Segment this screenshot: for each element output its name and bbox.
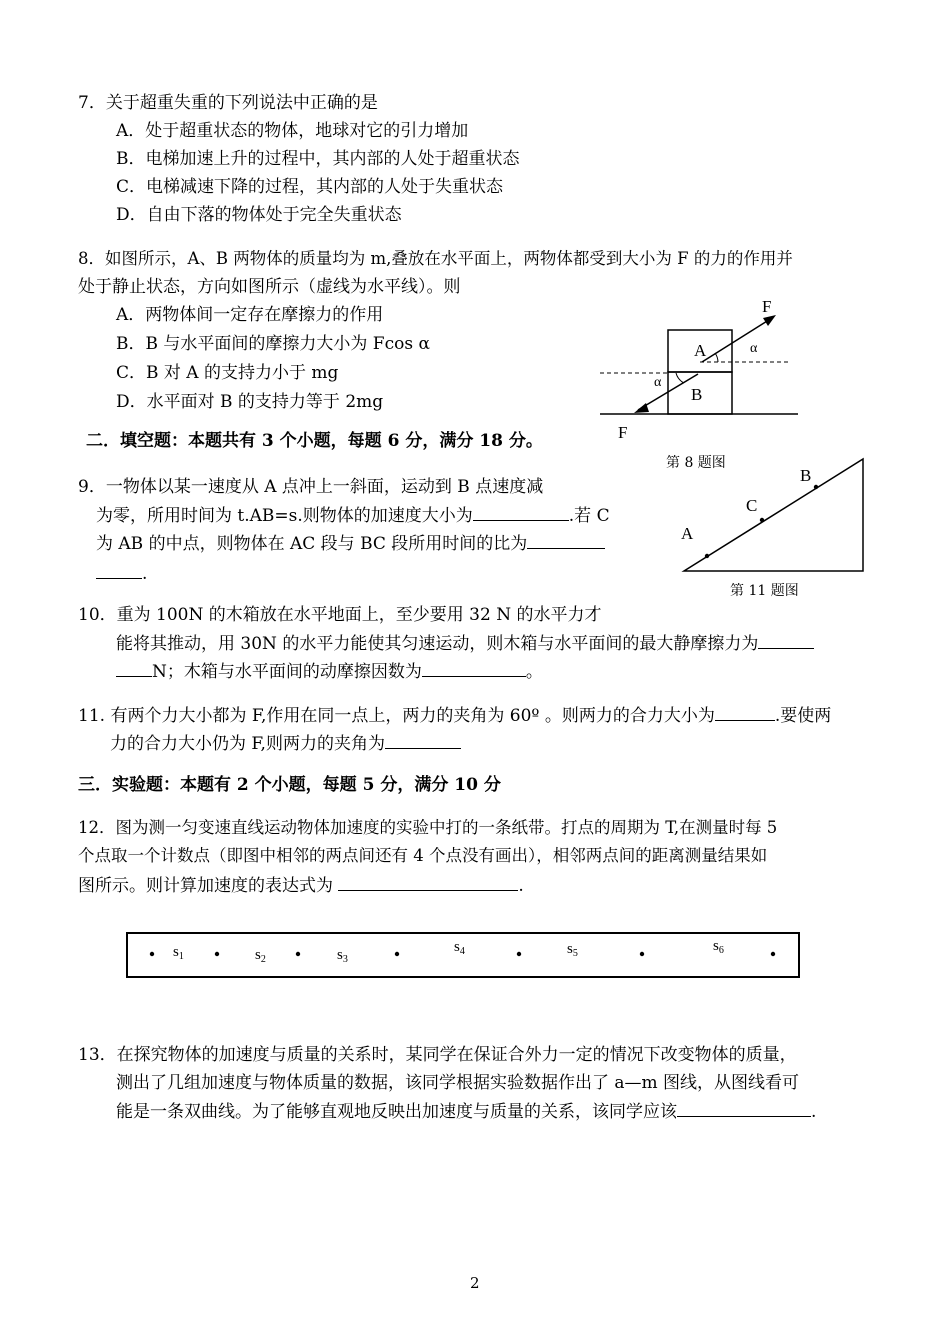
paper-tape [126,932,800,978]
q12-line3-text: 图所示。则计算加速度的表达式为 [78,876,333,896]
section-2-title: 二．填空题：本题共有 3 个小题，每题 6 分，满分 18 分。 [86,431,543,451]
q9-line2 [96,504,610,527]
q8-line1: 8．如图所示，A、B 两物体的质量均为 m,叠放在水平面上，两物体都受到大小为 F 的力的作用并 [78,249,793,268]
tape-dot-1 [150,952,154,956]
q8-option-d: D．水平面对 B 的支持力等于 2mg [116,392,384,412]
label-a: A [681,524,694,543]
q13-line3 [116,1100,816,1123]
q10-line2 [116,632,814,655]
angle-arc-bottom [676,373,684,383]
q9-line4-end: . [142,564,148,584]
q11-line2-text: 力的合力大小仍为 F,则两力的夹角为 [110,734,385,754]
q8-option-b: B．B 与水平面间的摩擦力大小为 Fcos α [116,334,430,354]
tape-dot-5 [517,952,521,956]
tape-dot-3 [296,952,300,956]
q9-line3-text: 为 AB 的中点，则物体在 AC 段与 BC 段所用时间的比为 [96,534,528,554]
q11-blank-2[interactable] [385,732,461,749]
q8-option-a: A．两物体间一定存在摩擦力的作用 [116,305,384,325]
figure-11-caption: 第 11 题图 [730,583,799,599]
tape-dot-4 [395,952,399,956]
label-b: B [691,385,703,404]
tape-label-s4: $s_4$ [454,939,465,957]
q9-line2-tail: .若 C [568,506,610,526]
tape-dot-7 [771,952,775,956]
q12-line1: 12．图为测一匀变速直线运动物体加速度的实验中打的一条纸带。打点的周期为 T,在测量时每 5 [78,818,778,837]
tape-label-s6: $s_6$ [713,938,724,956]
angle-arc-top [715,353,718,362]
q11-line1-text: 11. 有两个力大小都为 F,作用在同一点上，两力的夹角为 60º 。则两力的合力大小为 [78,706,715,726]
tape-label-s2: $s_2$ [255,947,266,965]
q10-blank-1b[interactable] [116,660,152,677]
q10-line1: 10．重为 100N 的木箱放在水平地面上，至少要用 32 N 的水平力才 [78,605,602,625]
page-number: 2 [470,1274,480,1292]
point-b [814,485,818,489]
q11-line1-tail: .要使两 [774,706,832,726]
q7-stem: 7．关于超重失重的下列说法中正确的是 [78,93,378,113]
tape-label-s3: $s_3$ [337,947,348,965]
q13-line2: 测出了几组加速度与物体质量的数据，该同学根据实验数据作出了 a—m 图线，从图线看可 [116,1073,800,1093]
force-arrow-top [702,318,772,362]
q10-blank-2[interactable] [422,660,526,677]
label-f-top: F [762,297,772,316]
q13-blank[interactable] [677,1100,811,1117]
q7-option-c: C．电梯减速下降的过程，其内部的人处于失重状态 [116,177,504,197]
q13-line3-text: 能是一条双曲线。为了能够直观地反映出加速度与质量的关系，该同学应该 [116,1102,677,1122]
q13-line3-end: . [811,1102,817,1122]
figure-8 [590,290,810,450]
label-a: A [694,341,707,360]
label-alpha-top: α [750,341,758,356]
q12-line3 [78,874,524,897]
q10-line3 [116,660,543,683]
q8-line2: 处于静止状态，方向如图所示（虚线为水平线）。则 [78,277,461,297]
q7-option-d: D．自由下落的物体处于完全失重状态 [116,205,402,225]
q13-line1: 13．在探究物体的加速度与质量的关系时，某同学在保证合外力一定的情况下改变物体的质量， [78,1045,797,1065]
q10-blank-1a[interactable] [758,632,814,649]
q9-line1: 9．一物体以某一速度从 A 点冲上一斜面，运动到 B 点速度减 [78,477,544,497]
incline-triangle [684,459,863,571]
q11-line2 [110,732,461,755]
q10-line3-end: 。 [525,662,543,682]
q10-line3-text: N；木箱与水平面间的动摩擦因数为 [152,662,422,682]
q9-blank-2b[interactable] [96,562,142,579]
q12-line2: 个点取一个计数点（即图中相邻的两点间还有 4 个点没有画出），相邻两点间的距离测量结果如 [78,846,768,865]
q9-line3 [96,532,605,555]
q12-line3-end: . [518,876,524,896]
label-c: C [746,496,758,515]
tape-dot-2 [215,952,219,956]
tape-dot-6 [640,952,644,956]
q9-line2-text: 为零，所用时间为 t.AB=s.则物体的加速度大小为 [96,506,473,526]
label-f-bottom: F [618,423,628,442]
section-3-title: 三．实验题：本题有 2 个小题，每题 5 分，满分 10 分 [78,775,501,795]
q9-blank-2a[interactable] [527,532,605,549]
figure-11 [670,455,870,579]
q7-option-b: B．电梯加速上升的过程中，其内部的人处于超重状态 [116,149,520,169]
label-alpha-bottom: α [654,375,662,390]
figure-8-caption: 第 8 题图 [666,455,726,471]
q9-line4 [96,562,147,585]
point-a [705,554,709,558]
q7-option-a: A．处于超重状态的物体，地球对它的引力增加 [116,121,469,141]
tape-svg [128,934,798,976]
arrowhead-top [763,315,776,326]
tape-label-s5: $s_5$ [567,941,578,959]
label-b: B [800,466,812,485]
q8-option-c: C．B 对 A 的支持力小于 mg [116,363,339,383]
q11-line1 [78,704,831,727]
q11-blank-1[interactable] [715,704,775,721]
tape-label-s1: $s_1$ [173,944,184,962]
q12-blank[interactable] [338,874,518,891]
point-c [760,518,764,522]
q10-line2-text: 能将其推动，用 30N 的水平力能使其匀速运动，则木箱与水平面间的最大静摩擦力为 [116,634,759,654]
q9-blank-1[interactable] [473,504,569,521]
